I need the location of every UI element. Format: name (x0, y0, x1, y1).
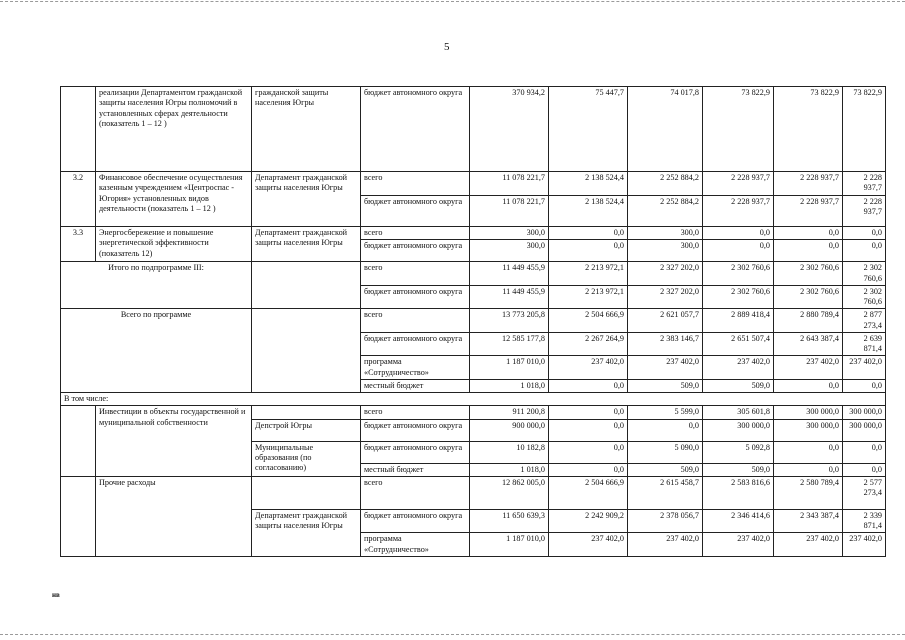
value-cell: 2 504 666,9 (549, 309, 628, 333)
value-cell: 11 449 455,9 (470, 262, 549, 286)
value-cell: 0,0 (774, 379, 843, 392)
value-cell: 0,0 (843, 240, 886, 262)
value-cell: 0,0 (703, 240, 774, 262)
value-cell: 0,0 (549, 441, 628, 463)
value-cell: 11 078 221,7 (470, 172, 549, 196)
value-cell: 0,0 (774, 463, 843, 476)
value-cell: 11 449 455,9 (470, 285, 549, 309)
value-cell: 2 327 202,0 (628, 285, 703, 309)
value-cell: 0,0 (774, 227, 843, 240)
value-cell: 900 000,0 (470, 419, 549, 441)
table-row (61, 172, 886, 196)
value-cell: 2 383 146,7 (628, 332, 703, 356)
value-cell: 2 583 816,6 (703, 476, 774, 509)
value-cell: 2 580 789,4 (774, 476, 843, 509)
executor-cell: Депстрой Югры (252, 419, 361, 441)
budget-table (60, 86, 886, 557)
value-cell: 12 862 005,0 (470, 476, 549, 509)
table-row (61, 393, 886, 406)
executor-cell (252, 309, 361, 393)
value-cell: 0,0 (843, 227, 886, 240)
value-cell: 300,0 (628, 240, 703, 262)
executor-cell (252, 262, 361, 309)
executor-cell: Департамент гражданской защиты населения Югры (252, 172, 361, 227)
source-cell: бюджет автономного округа (361, 240, 470, 262)
source-cell: всего (361, 172, 470, 196)
value-cell: 2 302 760,6 (703, 262, 774, 286)
program-total-label: Всего по программе (61, 309, 252, 393)
value-cell: 0,0 (843, 463, 886, 476)
value-cell: 0,0 (703, 227, 774, 240)
source-cell: программа «Сотрудничество» (361, 356, 470, 380)
value-cell: 370 934,2 (470, 87, 549, 172)
value-cell: 0,0 (549, 240, 628, 262)
row-number-cell: 3.3 (61, 227, 96, 262)
value-cell: 237 402,0 (843, 533, 886, 557)
value-cell: 237 402,0 (774, 533, 843, 557)
source-cell: всего (361, 227, 470, 240)
activity-cell: Энергосбережение и повышение энергетической эффективности (показатель 12) (96, 227, 252, 262)
value-cell: 2 138 524,4 (549, 172, 628, 196)
value-cell: 75 447,7 (549, 87, 628, 172)
value-cell: 0,0 (549, 227, 628, 240)
value-cell: 2 302 760,6 (843, 285, 886, 309)
value-cell: 300 000,0 (774, 419, 843, 441)
value-cell: 2 302 760,6 (774, 285, 843, 309)
value-cell: 2 339 871,4 (843, 509, 886, 533)
source-cell: программа «Сотрудничество» (361, 533, 470, 557)
value-cell: 11 650 639,3 (470, 509, 549, 533)
value-cell: 2 889 418,4 (703, 309, 774, 333)
value-cell: 911 200,8 (470, 406, 549, 419)
value-cell: 2 228 937,7 (843, 196, 886, 227)
row-number-cell: 3.2 (61, 172, 96, 227)
source-cell: всего (361, 406, 470, 419)
table-row (61, 406, 886, 419)
value-cell: 237 402,0 (549, 356, 628, 380)
value-cell: 11 078 221,7 (470, 196, 549, 227)
source-cell: бюджет автономного округа (361, 509, 470, 533)
value-cell: 5 599,0 (628, 406, 703, 419)
value-cell: 1 187 010,0 (470, 356, 549, 380)
source-cell: бюджет автономного округа (361, 285, 470, 309)
value-cell: 2 346 414,6 (703, 509, 774, 533)
table-row (61, 262, 886, 286)
value-cell: 12 585 177,8 (470, 332, 549, 356)
value-cell: 2 343 387,4 (774, 509, 843, 533)
row-number-cell (61, 476, 96, 556)
value-cell: 5 090,0 (628, 441, 703, 463)
value-cell: 2 302 760,6 (774, 262, 843, 286)
value-cell: 300,0 (628, 227, 703, 240)
value-cell: 2 252 884,2 (628, 172, 703, 196)
executor-cell: Муниципальные образования (по согласованию) (252, 441, 361, 476)
value-cell: 2 228 937,7 (774, 196, 843, 227)
source-cell: бюджет автономного округа (361, 196, 470, 227)
value-cell: 2 228 937,7 (774, 172, 843, 196)
value-cell: 0,0 (549, 463, 628, 476)
executor-cell: Департамент гражданской защиты населения Югры (252, 227, 361, 262)
footer-mark: нв (52, 591, 60, 599)
value-cell: 0,0 (843, 441, 886, 463)
value-cell: 2 252 884,2 (628, 196, 703, 227)
activity-cell: Финансовое обеспечение осуществления казенным учреждением «Центроспас - Югория» установленных видов деятельности (показатель 1 – 12 ) (96, 172, 252, 227)
value-cell: 73 822,9 (774, 87, 843, 172)
value-cell: 2 228 937,7 (703, 196, 774, 227)
executor-cell (252, 476, 361, 509)
value-cell: 2 327 202,0 (628, 262, 703, 286)
value-cell: 2 621 057,7 (628, 309, 703, 333)
value-cell: 2 877 273,4 (843, 309, 886, 333)
value-cell: 237 402,0 (703, 533, 774, 557)
value-cell: 0,0 (628, 419, 703, 441)
source-cell: местный бюджет (361, 379, 470, 392)
source-cell: бюджет автономного округа (361, 441, 470, 463)
executor-cell: Департамент гражданской защиты населения Югры (252, 509, 361, 556)
source-cell: бюджет автономного округа (361, 87, 470, 172)
value-cell: 2 213 972,1 (549, 262, 628, 286)
value-cell: 5 092,8 (703, 441, 774, 463)
value-cell: 237 402,0 (774, 356, 843, 380)
value-cell: 0,0 (774, 240, 843, 262)
value-cell: 2 267 264,9 (549, 332, 628, 356)
source-cell: всего (361, 262, 470, 286)
value-cell: 237 402,0 (843, 356, 886, 380)
value-cell: 2 639 871,4 (843, 332, 886, 356)
value-cell: 0,0 (843, 379, 886, 392)
activity-cell: реализации Департаментом гражданской защиты населения Югры полномочий в установленных сферах деятельности (показатель 1 – 12 ) (96, 87, 252, 172)
value-cell: 237 402,0 (628, 533, 703, 557)
source-cell: местный бюджет (361, 463, 470, 476)
value-cell: 300 000,0 (843, 419, 886, 441)
table-row (61, 227, 886, 240)
value-cell: 2 643 387,4 (774, 332, 843, 356)
table-row (61, 87, 886, 172)
value-cell: 1 018,0 (470, 379, 549, 392)
value-cell: 74 017,8 (628, 87, 703, 172)
value-cell: 2 577 273,4 (843, 476, 886, 509)
executor-cell (252, 406, 361, 419)
page-number: 5 (444, 41, 450, 53)
value-cell: 509,0 (628, 463, 703, 476)
investment-label: Инвестиции в объекты государственной и муниципальной собственности (96, 406, 252, 477)
value-cell: 73 822,9 (843, 87, 886, 172)
value-cell: 2 138 524,4 (549, 196, 628, 227)
value-cell: 2 242 909,2 (549, 509, 628, 533)
value-cell: 2 213 972,1 (549, 285, 628, 309)
source-cell: всего (361, 476, 470, 509)
scan-top-edge (0, 1, 905, 2)
value-cell: 2 504 666,9 (549, 476, 628, 509)
value-cell: 0,0 (549, 379, 628, 392)
value-cell: 509,0 (703, 463, 774, 476)
source-cell: бюджет автономного округа (361, 332, 470, 356)
value-cell: 300 000,0 (774, 406, 843, 419)
value-cell: 237 402,0 (703, 356, 774, 380)
value-cell: 1 018,0 (470, 463, 549, 476)
subtotal-label: Итого по подпрограмме III: (61, 262, 252, 309)
value-cell: 0,0 (549, 406, 628, 419)
source-cell: всего (361, 309, 470, 333)
value-cell: 1 187 010,0 (470, 533, 549, 557)
other-expenses-label: Прочие расходы (96, 476, 252, 556)
value-cell: 2 228 937,7 (703, 172, 774, 196)
value-cell: 2 615 458,7 (628, 476, 703, 509)
scan-bottom-edge (0, 634, 905, 635)
value-cell: 237 402,0 (549, 533, 628, 557)
value-cell: 2 880 789,4 (774, 309, 843, 333)
table-row (61, 309, 886, 333)
value-cell: 509,0 (628, 379, 703, 392)
value-cell: 2 378 056,7 (628, 509, 703, 533)
value-cell: 300,0 (470, 240, 549, 262)
executor-cell: гражданской защиты населения Югры (252, 87, 361, 172)
value-cell: 2 651 507,4 (703, 332, 774, 356)
value-cell: 0,0 (549, 419, 628, 441)
value-cell: 305 601,8 (703, 406, 774, 419)
value-cell: 2 302 760,6 (843, 262, 886, 286)
value-cell: 2 302 760,6 (703, 285, 774, 309)
value-cell: 73 822,9 (703, 87, 774, 172)
table-row (61, 476, 886, 509)
value-cell: 300,0 (470, 227, 549, 240)
row-number-cell (61, 406, 96, 477)
value-cell: 2 228 937,7 (843, 172, 886, 196)
in-that-label: В том числе: (61, 393, 886, 406)
value-cell: 0,0 (774, 441, 843, 463)
value-cell: 300 000,0 (703, 419, 774, 441)
value-cell: 237 402,0 (628, 356, 703, 380)
value-cell: 10 182,8 (470, 441, 549, 463)
source-cell: бюджет автономного округа (361, 419, 470, 441)
value-cell: 509,0 (703, 379, 774, 392)
row-number-cell (61, 87, 96, 172)
value-cell: 300 000,0 (843, 406, 886, 419)
value-cell: 13 773 205,8 (470, 309, 549, 333)
